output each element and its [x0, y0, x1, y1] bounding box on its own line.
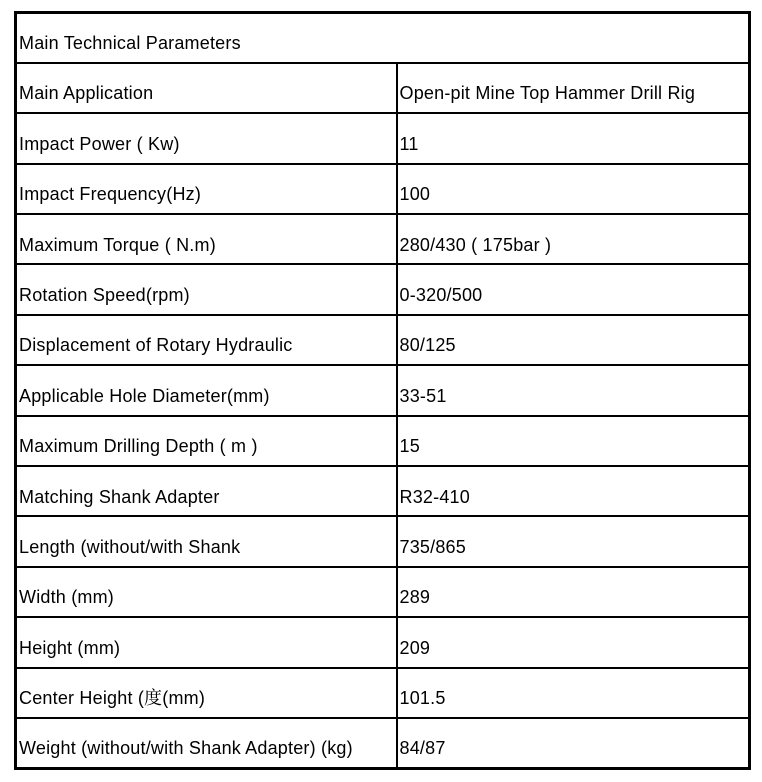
- value-cell: 735/865: [397, 516, 750, 566]
- param-cell: Impact Power ( Kw): [16, 113, 397, 163]
- param-cell: Rotation Speed(rpm): [16, 264, 397, 314]
- table-title: Main Technical Parameters: [16, 13, 750, 63]
- table-row: [16, 567, 750, 617]
- value-cell: 11: [397, 113, 750, 163]
- table-row: [16, 516, 750, 566]
- table-row: [16, 63, 750, 113]
- value-cell: 84/87: [397, 718, 750, 768]
- table-row: [16, 264, 750, 314]
- param-cell: Applicable Hole Diameter(mm): [16, 365, 397, 415]
- table-row: [16, 668, 750, 718]
- value-cell: R32-410: [397, 466, 750, 516]
- table-row: [16, 466, 750, 516]
- value-cell: 15: [397, 416, 750, 466]
- table-row: [16, 214, 750, 264]
- value-cell: 280/430 ( 175bar ): [397, 214, 750, 264]
- param-cell: Weight (without/with Shank Adapter) (kg): [16, 718, 397, 768]
- value-cell: 33-51: [397, 365, 750, 415]
- param-cell: Matching Shank Adapter: [16, 466, 397, 516]
- table-row: [16, 617, 750, 667]
- value-cell: 101.5: [397, 668, 750, 718]
- param-cell: Length (without/with Shank: [16, 516, 397, 566]
- table-title-row: [16, 13, 750, 63]
- value-cell: 100: [397, 164, 750, 214]
- table-row: [16, 164, 750, 214]
- value-cell: 209: [397, 617, 750, 667]
- table-row: [16, 718, 750, 768]
- value-cell: 80/125: [397, 315, 750, 365]
- value-cell: 0-320/500: [397, 264, 750, 314]
- value-cell: Open-pit Mine Top Hammer Drill Rig: [397, 63, 750, 113]
- param-cell: Impact Frequency(Hz): [16, 164, 397, 214]
- value-cell: 289: [397, 567, 750, 617]
- param-cell: Width (mm): [16, 567, 397, 617]
- table-row: [16, 416, 750, 466]
- spec-table-container: [14, 11, 748, 770]
- param-cell: Center Height (度(mm): [16, 668, 397, 718]
- param-cell: Maximum Torque ( N.m): [16, 214, 397, 264]
- table-row: [16, 365, 750, 415]
- param-cell: Maximum Drilling Depth ( m ): [16, 416, 397, 466]
- spec-table: [14, 11, 751, 770]
- param-cell: Height (mm): [16, 617, 397, 667]
- table-row: [16, 113, 750, 163]
- param-cell: Main Application: [16, 63, 397, 113]
- param-cell: Displacement of Rotary Hydraulic: [16, 315, 397, 365]
- table-row: [16, 315, 750, 365]
